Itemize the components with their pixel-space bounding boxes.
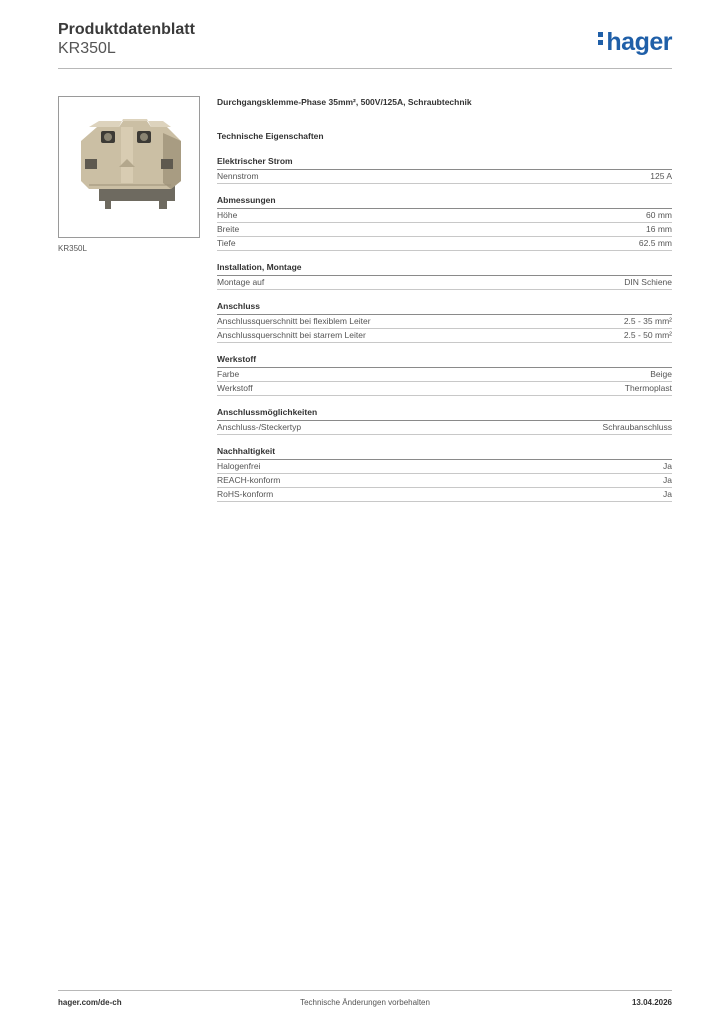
spec-label: Tiefe <box>217 238 236 248</box>
spec-value: 60 mm <box>646 210 672 220</box>
spec-row <box>217 474 672 488</box>
spec-section <box>217 300 672 343</box>
spec-section-title: Werkstoff <box>217 353 672 368</box>
spec-value: 125 A <box>650 171 672 181</box>
spec-section-title: Elektrischer Strom <box>217 155 672 170</box>
spec-row <box>217 276 672 290</box>
spec-value: Schraubanschluss <box>602 422 672 432</box>
footer-date: 13.04.2026 <box>631 998 672 1007</box>
technical-properties-title: Technische Eigenschaften <box>217 131 324 141</box>
spec-label: Höhe <box>217 210 238 220</box>
footer-notice: Technische Änderungen vorbehalten <box>300 998 430 1007</box>
spec-section-title: Installation, Montage <box>217 261 672 276</box>
spec-value: 2.5 - 50 mm² <box>623 330 672 340</box>
spec-label: Anschlussquerschnitt bei flexiblem Leiter <box>217 316 371 326</box>
product-description: Durchgangsklemme-Phase 35mm², 500V/125A, Schraubtechnik <box>217 97 472 107</box>
spec-value: Ja <box>663 461 672 471</box>
spec-value: Beige <box>650 369 672 379</box>
spec-section-title: Anschlussmöglichkeiten <box>217 406 672 421</box>
spec-label: Montage auf <box>217 277 265 287</box>
spec-label: REACH-konform <box>217 475 281 485</box>
spec-row <box>217 488 672 502</box>
footer-divider <box>58 990 672 991</box>
spec-label: Nennstrom <box>217 171 259 181</box>
spec-row <box>217 170 672 184</box>
spec-row <box>217 382 672 396</box>
document-title: Produktdatenblatt <box>58 21 195 38</box>
spec-row <box>217 329 672 343</box>
spec-value: 16 mm <box>646 224 672 234</box>
footer-website: hager.com/de-ch <box>58 998 122 1007</box>
spec-row <box>217 421 672 435</box>
logo-colon-icon <box>598 29 604 48</box>
logo-text: hager <box>606 28 672 56</box>
spec-label: Breite <box>217 224 240 234</box>
spec-label: RoHS-konform <box>217 489 274 499</box>
spec-section-title: Anschluss <box>217 300 672 315</box>
spec-value: Ja <box>663 489 672 499</box>
spec-label: Halogenfrei <box>217 461 261 471</box>
product-image-frame <box>58 96 200 238</box>
spec-value: 2.5 - 35 mm² <box>623 316 672 326</box>
spec-content <box>217 96 672 512</box>
spec-section <box>217 155 672 184</box>
spec-section-title: Abmessungen <box>217 194 672 209</box>
spec-row <box>217 223 672 237</box>
spec-row <box>217 460 672 474</box>
header-divider <box>58 68 672 69</box>
spec-section <box>217 353 672 396</box>
spec-section <box>217 194 672 251</box>
spec-label: Werkstoff <box>217 383 253 393</box>
product-image-caption: KR350L <box>58 244 87 253</box>
spec-row <box>217 368 672 382</box>
spec-label: Anschlussquerschnitt bei starrem Leiter <box>217 330 366 340</box>
terminal-block-image <box>59 97 199 237</box>
spec-value: DIN Schiene <box>624 277 672 287</box>
spec-section <box>217 406 672 435</box>
spec-section <box>217 445 672 502</box>
hager-logo <box>598 28 672 57</box>
spec-value: Thermoplast <box>624 383 672 393</box>
page-header <box>58 20 672 58</box>
spec-row <box>217 315 672 329</box>
spec-value: Ja <box>663 475 672 485</box>
spec-section-title: Nachhaltigkeit <box>217 445 672 460</box>
spec-sections <box>217 155 672 502</box>
spec-value: 62.5 mm <box>638 238 672 248</box>
spec-row <box>217 209 672 223</box>
spec-label: Anschluss-/Steckertyp <box>217 422 302 432</box>
document-subtitle: KR350L <box>58 40 116 57</box>
spec-section <box>217 261 672 290</box>
spec-row <box>217 237 672 251</box>
spec-label: Farbe <box>217 369 240 379</box>
